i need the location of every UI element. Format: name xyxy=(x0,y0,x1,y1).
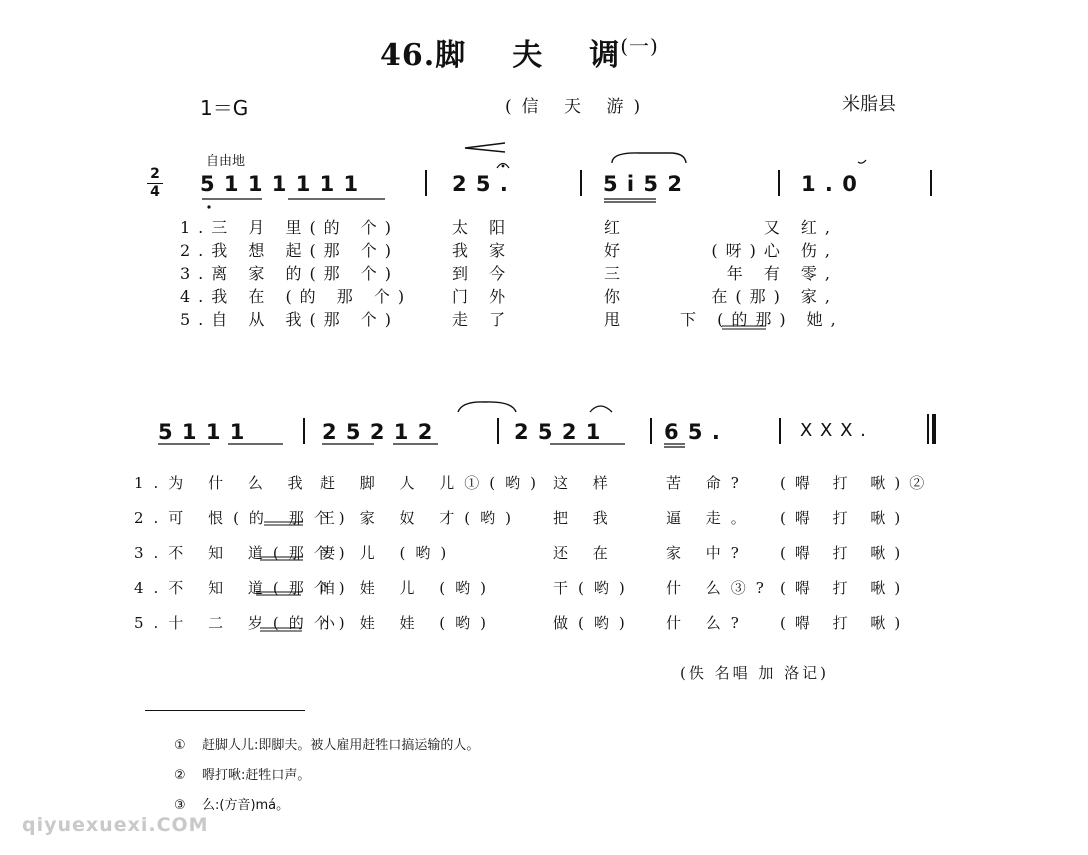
final-barline-thick xyxy=(932,414,936,444)
verse-top-2-a: 2.我 想 起(那 个) xyxy=(180,241,400,260)
measure-1-4: 1 . 0 xyxy=(801,172,858,196)
credit-line: (佚 名唱 加 洛记) xyxy=(680,664,830,682)
verse-bottom-1-c: 这 样 xyxy=(553,474,618,492)
barline xyxy=(497,418,499,444)
verses-bottom-col-d xyxy=(666,466,774,641)
title-suffix: (一) xyxy=(620,34,659,58)
verse-top-3-d: 年 有 零, xyxy=(726,264,838,283)
barline xyxy=(779,418,781,444)
title-word-1: 脚 xyxy=(435,38,467,73)
verse-top-3-a: 3.离 家 的(那 个) xyxy=(180,264,400,283)
decrescendo-hairpin xyxy=(465,143,505,152)
tempo-marking: 自由地 xyxy=(206,154,246,169)
verse-bottom-4-d: 什 么③? xyxy=(666,579,774,597)
breath-mark xyxy=(858,160,866,163)
barline xyxy=(650,418,652,444)
verse-bottom-5-e: (嘚 打 啾) xyxy=(780,614,910,632)
verse-bottom-1-b: 赶 脚 人 儿①(哟) xyxy=(320,474,547,492)
verses-bottom-col-b xyxy=(320,466,546,641)
footnote-2-num: ② xyxy=(174,768,186,783)
measure-2-2: 2 5 2 1 2 xyxy=(322,420,434,444)
verse-top-5-d: 下 (的那) 她, xyxy=(680,310,844,329)
footnote-3 xyxy=(174,794,289,813)
verse-bottom-3-e: (嘚 打 啾) xyxy=(780,544,910,562)
verse-bottom-5-d: 什 么? xyxy=(666,614,749,632)
verse-bottom-4-b: 咱 娃 儿 (哟) xyxy=(320,579,497,597)
barline xyxy=(930,170,932,196)
fermata-2 xyxy=(590,406,612,412)
verses-top-col-a xyxy=(180,216,412,331)
time-bottom: 4 xyxy=(150,184,160,200)
slur-line2a xyxy=(458,402,516,412)
measure-1-3: 5 i 5 2 xyxy=(603,172,683,196)
measure-2-3: 2 5 2 1 xyxy=(514,420,602,444)
verse-bottom-5-b: 小 娃 娃 (哟) xyxy=(320,614,497,632)
verse-bottom-3-b: 妻 儿 (哟) xyxy=(320,544,457,562)
verse-bottom-1-d: 苦 命? xyxy=(666,474,749,492)
verse-bottom-4-a: 4.不 知 道(那个) xyxy=(134,579,355,597)
barline xyxy=(778,170,780,196)
footnote-1 xyxy=(174,734,479,753)
measure-1-1: 5 1 1 1 1 1 1 xyxy=(200,172,360,196)
footnote-1-text: 赶脚人儿:即脚夫。被人雇用赶牲口搞运输的人。 xyxy=(202,738,480,753)
measure-1-2: 2 5 . xyxy=(452,172,509,196)
verse-bottom-3-a: 3.不 知 道(那个) xyxy=(134,544,355,562)
verse-top-4-c: 你 xyxy=(604,287,629,306)
footnote-3-text: 么:(方音)má。 xyxy=(202,798,290,813)
verse-bottom-1-e: (嘚 打 啾)② xyxy=(780,474,934,492)
verses-bottom-col-c xyxy=(553,466,635,641)
verse-top-4-d: 在(那) 家, xyxy=(711,287,838,306)
footnote-2-text: 嘚打啾:赶牲口声。 xyxy=(202,768,311,783)
measure-2-1: 5 1 1 1 xyxy=(158,420,246,444)
footnote-3-num: ③ xyxy=(174,798,186,813)
verse-top-2-c: 好 xyxy=(604,241,629,260)
fermata-dot-1 xyxy=(502,165,505,168)
verse-top-3-b: 到 今 xyxy=(452,264,514,283)
verse-top-5-a: 5.自 从 我(那 个) xyxy=(180,310,400,329)
barline xyxy=(425,170,427,196)
verses-top-col-c xyxy=(604,216,628,331)
slur-line1 xyxy=(612,153,686,163)
verses-bottom-col-e xyxy=(780,466,933,641)
verse-bottom-3-c: 还 在 xyxy=(553,544,618,562)
verse-top-1-d: 又 红, xyxy=(763,218,838,237)
footnote-2 xyxy=(174,764,310,783)
verse-bottom-5-c: 做(哟) xyxy=(553,614,635,632)
watermark-text: qiyuexuexi.COM xyxy=(22,814,209,836)
footnote-divider xyxy=(145,710,305,711)
verse-bottom-4-e: (嘚 打 啾) xyxy=(780,579,910,597)
measure-2-4: 6 5 . xyxy=(664,420,721,444)
verse-top-5-b: 走 了 xyxy=(452,310,514,329)
verse-bottom-2-b: 王 家 奴 才(哟) xyxy=(320,509,522,527)
footnote-1-num: ① xyxy=(174,738,186,753)
verse-bottom-1-a: 1.为 什 么 我 xyxy=(134,474,313,492)
key-signature: 1＝G xyxy=(200,96,249,120)
verse-top-1-c: 红 xyxy=(604,218,629,237)
barline xyxy=(580,170,582,196)
genre-label: (信 天 游) xyxy=(505,97,651,117)
verse-top-4-b: 门 外 xyxy=(452,287,514,306)
verse-bottom-4-c: 干(哟) xyxy=(553,579,635,597)
verse-top-5-c: 甩 xyxy=(604,310,629,329)
verse-bottom-2-e: (嘚 打 啾) xyxy=(780,509,910,527)
low-dot xyxy=(207,205,210,208)
title-word-2: 夫 xyxy=(512,38,544,73)
verse-bottom-2-d: 逼 走。 xyxy=(666,509,756,527)
verse-top-1-a: 1.三 月 里(的 个) xyxy=(180,218,400,237)
verse-bottom-5-a: 5.十 二 岁(的个) xyxy=(134,614,355,632)
verse-top-4-a: 4.我 在 (的 那 个) xyxy=(180,287,413,306)
time-top: 2 xyxy=(150,166,160,182)
title-number: 46. xyxy=(380,38,436,73)
verse-top-3-c: 三 xyxy=(604,264,629,283)
title-word-3: 调 xyxy=(589,38,621,73)
verse-bottom-2-c: 把 我 xyxy=(553,509,618,527)
verse-top-1-b: 太 阳 xyxy=(452,218,514,237)
verses-top-col-d xyxy=(680,216,844,331)
barline xyxy=(303,418,305,444)
county-label: 米脂县 xyxy=(842,94,896,115)
verses-top-col-b xyxy=(452,216,513,331)
verse-top-2-b: 我 家 xyxy=(452,241,514,260)
measure-2-5: X X X . xyxy=(800,420,867,441)
final-barline-thin xyxy=(927,414,929,444)
verse-bottom-3-d: 家 中? xyxy=(666,544,749,562)
verse-bottom-2-a: 2.可 恨(的 那个) xyxy=(134,509,355,527)
verse-top-2-d: (呀)心 伤, xyxy=(711,241,838,260)
